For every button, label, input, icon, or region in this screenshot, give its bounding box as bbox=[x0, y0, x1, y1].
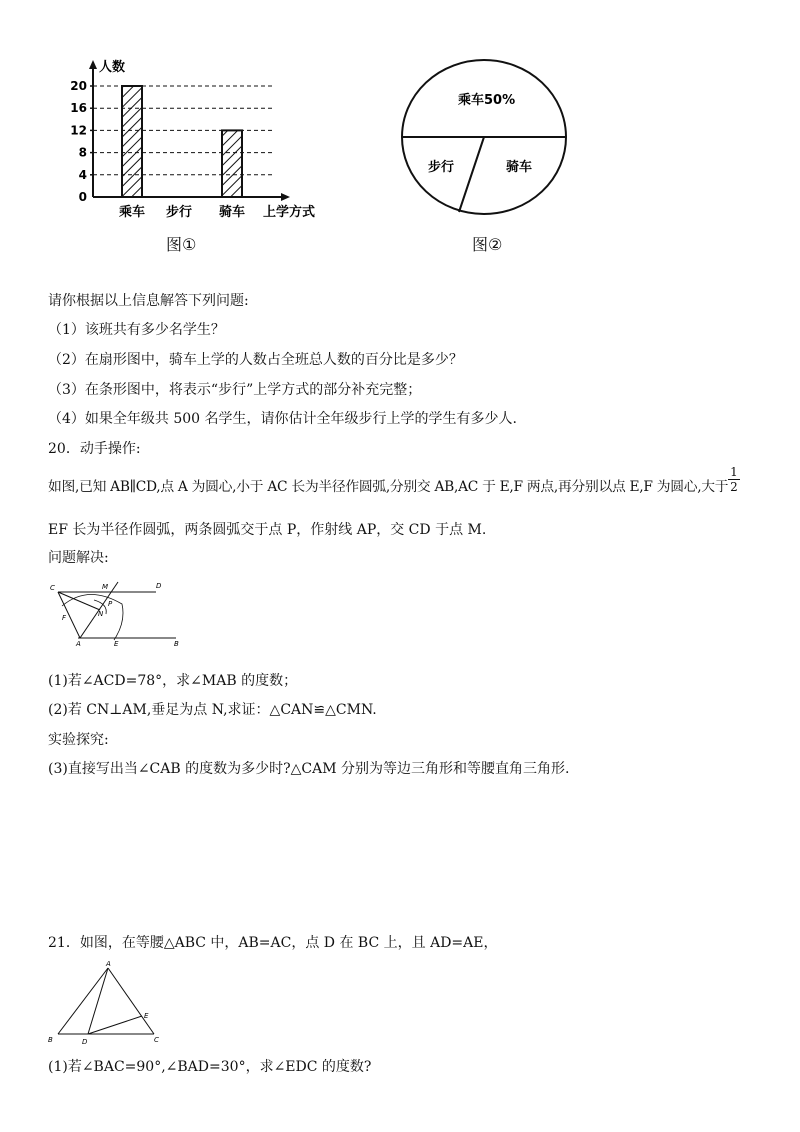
y-tick-label: 0 bbox=[78, 190, 87, 204]
p21-line1: 21．如图，在等腰△ABC 中，AB=AC，点 D 在 BC 上，且 AD=AE， bbox=[48, 935, 498, 951]
bar-骑车 bbox=[222, 130, 242, 197]
p20-part1: (1)若∠ACD=78°，求∠MAB 的度数； bbox=[48, 673, 298, 689]
q19-intro: 请你根据以上信息解答下列问题: bbox=[48, 293, 249, 309]
segment-ad bbox=[88, 968, 108, 1034]
q19-part1: （1）该班共有多少名学生？ bbox=[48, 322, 225, 338]
q19-part3: （3）在条形图中，将表示“步行”上学方式的部分补充完整； bbox=[48, 382, 422, 398]
segment-de bbox=[88, 1016, 142, 1034]
p20-title: 20．动手操作: bbox=[48, 441, 141, 457]
fig21-label-d: D bbox=[82, 1038, 88, 1046]
pie-label-walk: 步行 bbox=[428, 160, 455, 175]
fraction-one-half bbox=[728, 466, 740, 493]
fig20-label-n: N bbox=[98, 610, 104, 618]
fig20-label-p: P bbox=[108, 600, 113, 608]
pie-label-bus: 乘车50% bbox=[458, 93, 516, 108]
fig20-label-d: D bbox=[156, 582, 162, 590]
q19-part4: （4）如果全年级共 500 名学生，请你估计全年级步行上学的学生有多少人. bbox=[48, 411, 517, 427]
fig20-label-a: A bbox=[76, 640, 81, 648]
fig20-label-c: C bbox=[50, 584, 55, 592]
y-tick-label: 4 bbox=[78, 167, 87, 182]
pie-caption: 图② bbox=[472, 235, 503, 254]
fig21-label-b: B bbox=[48, 1036, 53, 1044]
chart-caption: 图① bbox=[166, 235, 197, 254]
x-axis-title: 上学方式 bbox=[263, 205, 316, 220]
p20-part3: (3)直接写出当∠CAB 的度数为多少时?△CAM 分别为等边三角形和等腰直角三角形. bbox=[48, 761, 570, 777]
arc-large bbox=[62, 594, 123, 640]
p20-figure bbox=[48, 576, 188, 648]
fig20-label-m: M bbox=[102, 583, 109, 591]
p21-part1: (1)若∠BAC=90°,∠BAD=30°，求∠EDC 的度数? bbox=[48, 1059, 372, 1075]
fraction-numerator: 1 bbox=[730, 465, 738, 479]
p20-line2: EF 长为半径作圆弧，两条圆弧交于点 P，作射线 AP，交 CD 于点 M. bbox=[48, 522, 487, 538]
p21-figure bbox=[40, 958, 170, 1046]
fig20-label-e: E bbox=[114, 640, 119, 648]
q19-part2: （2）在扇形图中，骑车上学的人数占全班总人数的百分比是多少？ bbox=[48, 352, 463, 368]
p20-subhead-explore: 实验探究: bbox=[48, 732, 109, 748]
fig21-label-a: A bbox=[106, 960, 111, 968]
y-tick-label: 12 bbox=[70, 123, 87, 138]
x-tick-label: 骑车 bbox=[218, 205, 246, 220]
y-tick-label: 8 bbox=[78, 145, 87, 160]
fig21-label-e: E bbox=[144, 1012, 149, 1020]
y-axis-title: 人数 bbox=[99, 60, 126, 75]
x-tick-label: 步行 bbox=[165, 205, 193, 220]
bar-chart bbox=[55, 55, 345, 225]
fraction-denominator: 2 bbox=[730, 480, 738, 494]
side-ab bbox=[58, 968, 108, 1034]
x-tick-label: 乘车 bbox=[118, 205, 146, 220]
fig21-label-c: C bbox=[154, 1036, 159, 1044]
y-tick-label: 20 bbox=[70, 79, 87, 93]
y-tick-label: 16 bbox=[70, 101, 87, 116]
y-axis-arrow bbox=[89, 60, 97, 69]
pie-divider-slanted bbox=[459, 137, 484, 212]
pie-label-bike: 骑车 bbox=[506, 160, 533, 175]
p20-part2: (2)若 CN⊥AM,垂足为点 N,求证：△CAN≌△CMN. bbox=[48, 702, 377, 718]
pie-chart bbox=[398, 58, 570, 218]
p20-subhead-solve: 问题解决: bbox=[48, 550, 109, 566]
x-axis-arrow bbox=[281, 193, 290, 201]
p20-line1: 如图,已知 AB∥CD,点 A 为圆心,小于 AC 长为半径作圆弧,分别交 AB,AC 于 E,F 两点,再分别以点 E,F 为圆心,大于 bbox=[48, 479, 729, 495]
fig20-label-f: F bbox=[62, 614, 67, 622]
fig20-label-b: B bbox=[174, 640, 179, 648]
side-ac bbox=[108, 968, 154, 1034]
bar-乘车 bbox=[122, 86, 142, 197]
